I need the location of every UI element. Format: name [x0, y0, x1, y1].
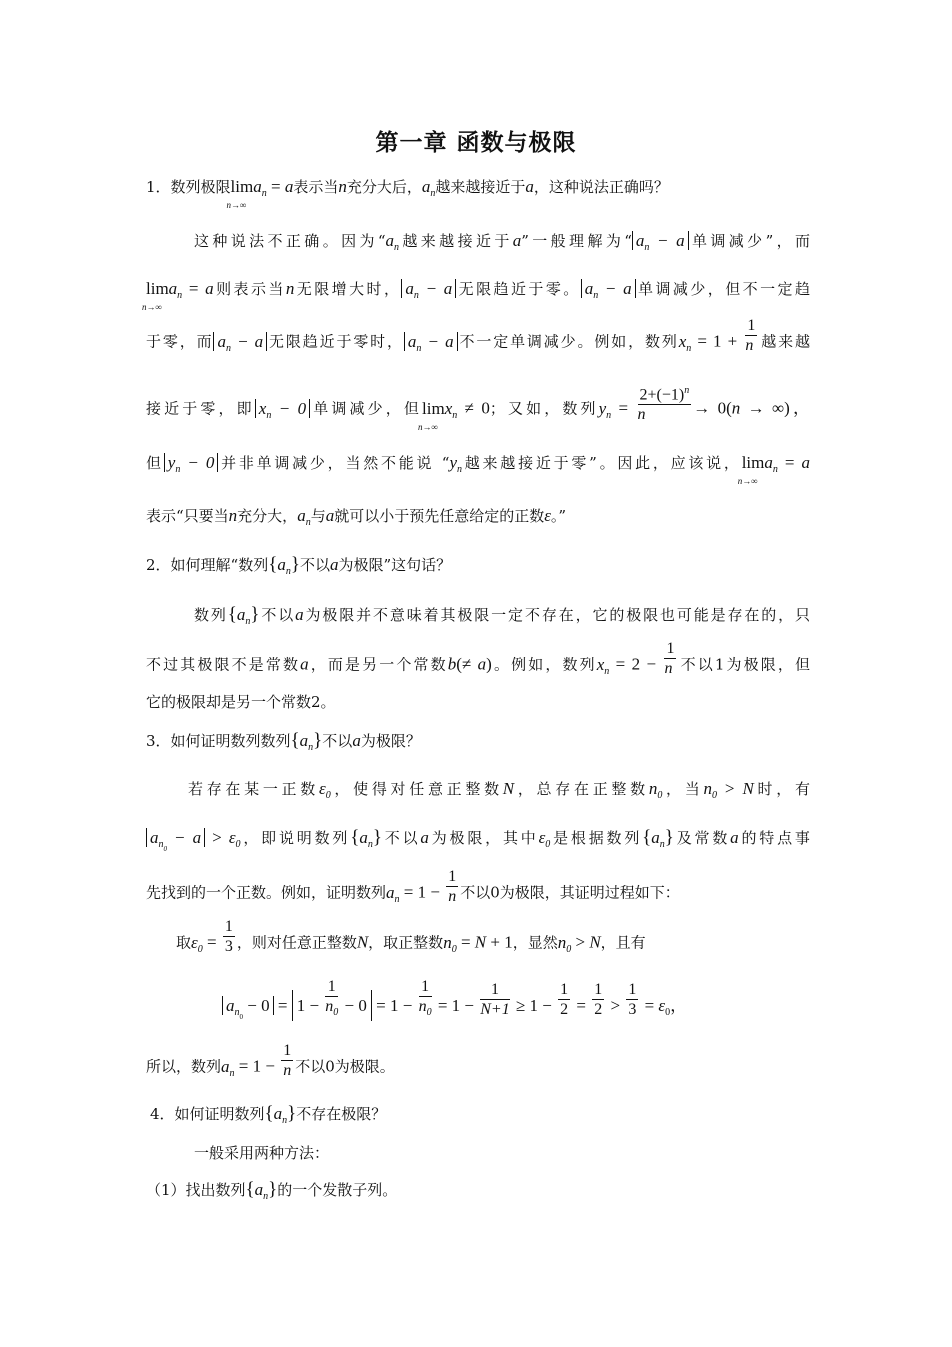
question-1: 1．数列极限lim n→∞ $a_n = a$表示当n充分大后，$a_n$越来越接近于a，这种说法正确吗？ — [146, 177, 669, 210]
chapter-title: 第一章 函数与极限 — [375, 130, 577, 156]
q1-para-line1: 这种说法不正确。因为“$a_n$越来越接近于a”一般理解为“ $a_n - a$ 单调减少”，而 — [194, 231, 811, 253]
question-3: 3．如何证明数列数列$\{a_n\}$不以a为极限？ — [146, 730, 421, 753]
q4-para-line2: （1）找出数列$\{a_n\}$的一个发散子列。 — [146, 1179, 398, 1202]
q3-para-line2: $a_{n_0} - a > \varepsilon_0$，即说明数列$\{a_n\}$不以a为极限，其中$\varepsilon_0$是根据数列$\{a_n\}$及常数a的特点事 — [146, 828, 810, 859]
limit-expr: lim n→∞ — [226, 177, 254, 210]
q3-para-line5: 所以，数列$a_n = 1$ − $\frac{1}{n}$ 不以0为极限。 — [146, 1042, 395, 1079]
display-equation: $a_{n_0} - 0 = 1$ − $\frac{1}{n_0}$ − 0 = 1 − $\frac{1}{n_0}$ = 1 − $\frac{1}{N+1}$ ≥ 1 − $\frac{1}{2}$ = $\frac{1}{2}$ > $\frac{1}{3}$ = $\varepsilon_0$， — [222, 991, 687, 1022]
q4-para-line1: 一般采用两种方法： — [194, 1144, 330, 1162]
q2-para-line3: 它的极限却是另一个常数2。 — [146, 693, 336, 711]
q1-para-line4: 接近于零，即 $x_n - 0$ 单调减少，但lim n→∞ $x_n \ne 0$；又如，数列$y_n$ = $\frac{2+(-1)^n}{n}$ → 0(n → ∞)， — [146, 395, 810, 426]
q3-para-line1: 若存在某一正数$\varepsilon_0$，使得对任意正整数N，总存在正整数$n_0$，当$n_0 > N$时，有 — [188, 779, 810, 801]
q1-para-line3: 于零，而 $a_n - a$ 无限趋近于零时， $a_n - a$ 不一定单调减少。例如，数列$x_n = 1$ + $\frac{1}{n}$ 越来越 — [146, 317, 810, 354]
q3-para-line4: 取$\varepsilon_0$ = $\frac{1}{3}$ ，则对任意正整数N，取正整数$n_0 = N + 1$，显然$n_0 > N$，且有 — [176, 918, 646, 955]
q2-para-line2: 不过其极限不是常数a，而是另一个常数b(≠ a)。例如，数列$x_n = 2$ − $\frac{1}{n}$ 不以1为极限，但 — [146, 640, 810, 677]
q1-para-line2: lim n→∞ $a_n = a$则表示当n无限增大时， $a_n - a$ 无限趋近于零。 $a_n - a$ 单调减少，但不一定趋 — [142, 279, 810, 312]
q3-para-line3: 先找到的一个正数。例如，证明数列$a_n = 1$ − $\frac{1}{n}$ 不以0为极限，其证明过程如下： — [146, 868, 680, 905]
q2-para-line1: 数列$\{a_n\}$不以a为极限并不意味着其极限一定不存在，它的极限也可能是存在的，只 — [194, 604, 810, 627]
q1-para-line5: 但 $y_n - 0$ 并非单调减少，当然不能说 “$y_n$越来越接近于零”。因此，应该说，lim n→∞ $a_n = a$ — [146, 453, 810, 486]
question-2: 2．如何理解“数列$\{a_n\}$不以a为极限”这句话？ — [146, 554, 452, 577]
q1-para-line6: 表示“只要当n充分大，$a_n$与a就可以小于预先任意给定的正数ε。” — [146, 506, 567, 528]
question-4: 4．如何证明数列$\{a_n\}$不存在极限？ — [150, 1103, 387, 1126]
